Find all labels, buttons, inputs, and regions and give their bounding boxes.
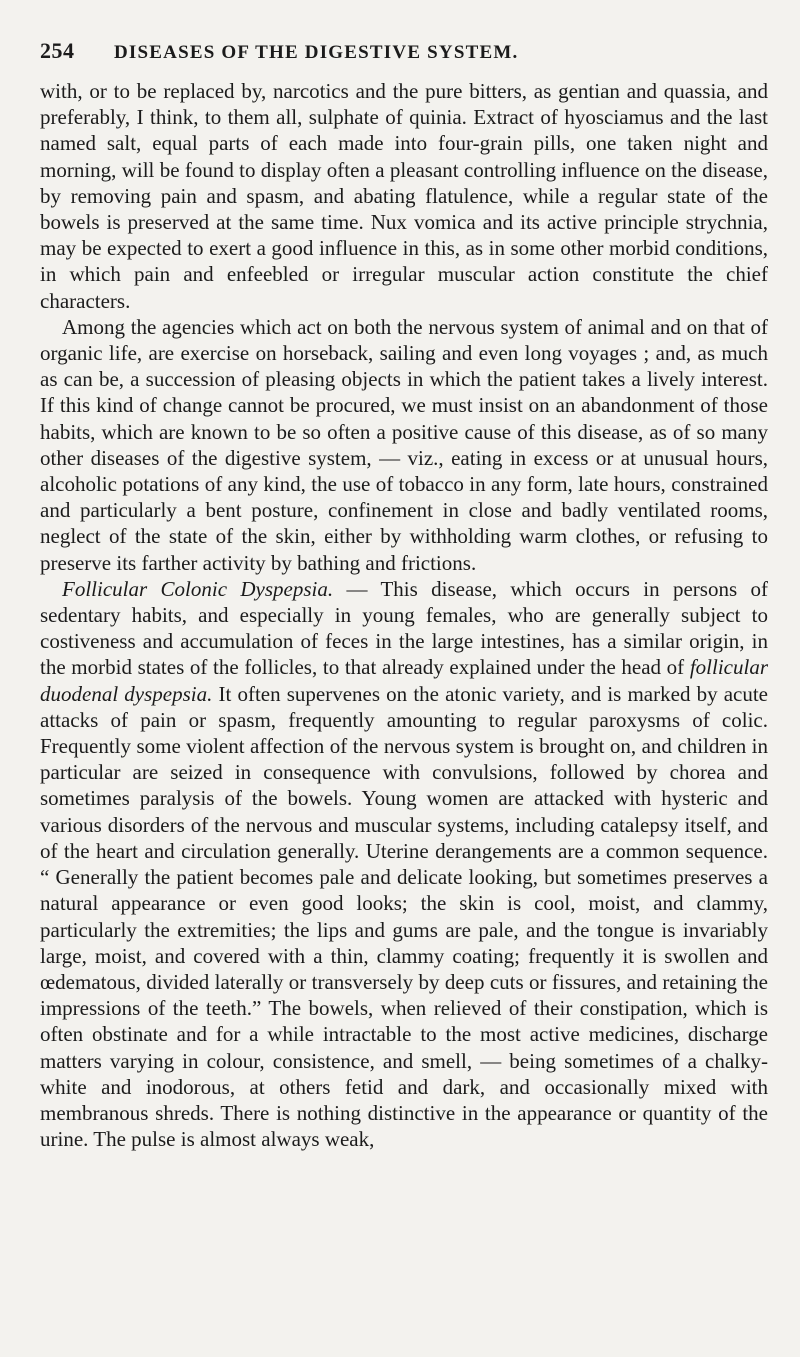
- emphasis-term: follicular duodenal dyspepsia.: [40, 655, 768, 706]
- paragraph-continuation: with, or to be replaced by, narcotics and the pure bitters, as gentian and quassia, and preferably, I think, to them all, sulphate of quinia. Extract of hyosciamus and the last named salt, equal parts of each made into four-grain pills, one taken night and morning, will be found to display often a pleasant controlling influence on the disease, by removing pain and spasm, and abating flatulence, while a regular state of the bowels is preserved at the same time. Nux vomica and its active principle strychnia, may be expected to exert a good influence in this, as in some other morbid conditions, in which pain and enfeebled or irregular muscular action constitute the chief characters.: [40, 79, 768, 313]
- page-number: 254: [40, 38, 75, 63]
- running-head: [40, 38, 768, 78]
- paragraph-agencies: Among the agencies which act on both the nervous system of animal and on that of organic life, are exercise on horseback, sailing and even long voyages ; and, as much as can be, a succession of pleasing objects in which the patient takes a lively interest. If this kind of change cannot be procured, we must insist on an abandonment of those habits, which are known to be so often a positive cause of this disease, as of so many other diseases of the digestive system, — viz., eating in excess or at unusual hours, alcoholic potations of any kind, the use of tobacco in any form, late hours, constrained and particularly a bent posture, confinement in close and badly ventilated rooms, neglect of the state of the skin, either by withholding warm clothes, or refusing to preserve its farther activity by bathing and frictions.: [40, 314, 768, 575]
- running-title: DISEASES OF THE DIGESTIVE SYSTEM.: [114, 42, 519, 63]
- paragraph-follicular-colonic-dyspepsia: [40, 576, 768, 1152]
- body-text: [40, 78, 768, 1152]
- paragraph-text-a: — This disease, which occurs in persons of sedentary habits, and especially in young females, who are generally subject to costiveness and accumulation of feces in the large intestines, has a similar origin, in the morbid states of the follicles, to that already explained under the head of: [40, 576, 768, 680]
- section-heading: Follicular Colonic Dyspepsia.: [62, 576, 334, 601]
- paragraph-text-b: It often supervenes on the atonic variety, and is marked by acute attacks of pain or spasm, frequently amounting to regular paroxysms of colic. Frequently some violent affection of the nervous system is brought on, and children in particular are seized in consequence with convulsions, followed by chorea and sometimes paralysis of the bowels. Young women are attacked with hysteric and various disorders of the nervous and muscular systems, including catalepsy itself, and of the heart and circulation generally. Uterine derangements are a common sequence. “ Generally the patient becomes pale and delicate looking, but sometimes preserves a natural appearance or even good looks; the skin is cool, moist, and clammy, particularly the extremities; the lips and gums are pale, and the tongue is invariably large, moist, and covered with a thin, clammy coating; frequently it is swollen and œdematous, divided laterally or transversely by deep cuts or fissures, and retaining the impressions of the teeth.” The bowels, when relieved of their constipation, which is often obstinate and for a while intractable to the most active medicines, discharge matters varying in colour, consistence, and smell, — being sometimes of a chalky-white and inodorous, at others fetid and dark, and occasionally mixed with membranous shreds. There is nothing distinctive in the appearance or quantity of the urine. The pulse is almost always weak,: [40, 681, 769, 1152]
